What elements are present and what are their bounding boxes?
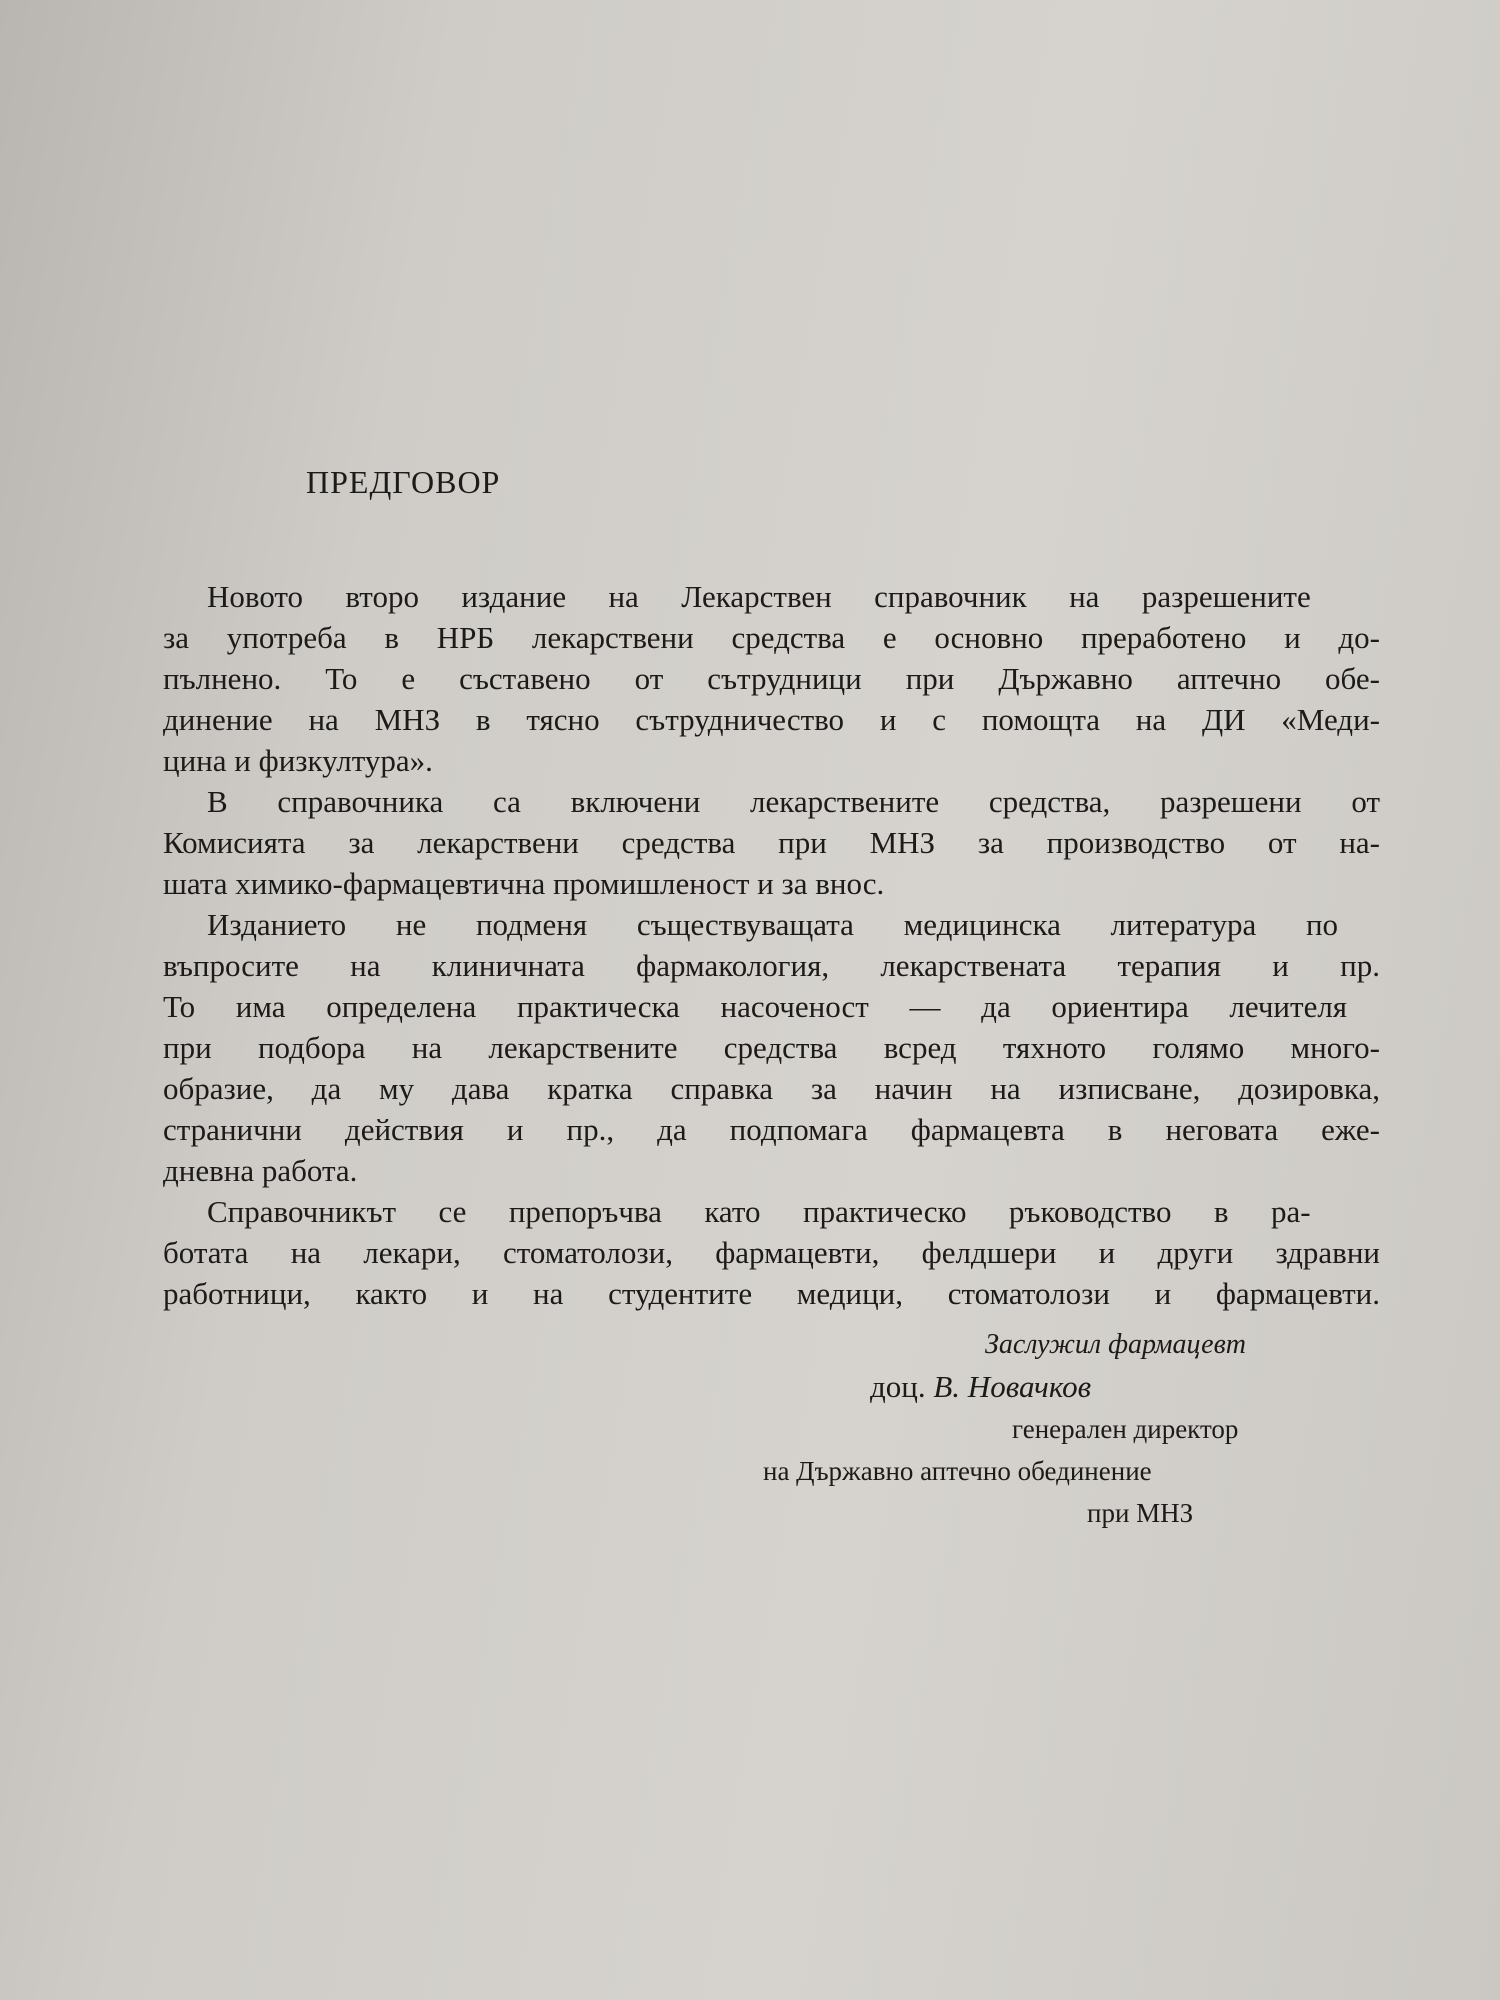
- signature-organization: на Държавно аптечно обединение: [763, 1456, 1152, 1486]
- text-line: странични действия и пр., да подпомага фармацевта в неговата еже-: [163, 1112, 1380, 1147]
- signature-rank: доц.: [870, 1369, 926, 1404]
- text-line: образие, да му дава кратка справка за начин на изписване, дозировка,: [163, 1071, 1380, 1106]
- paragraph-2: [163, 781, 1380, 904]
- text-line: при подбора на лекарствените средства всред тяхното голямо много-: [163, 1030, 1380, 1065]
- text-line: Комисията за лекарствени средства при МНЗ за производство от на-: [163, 825, 1380, 860]
- text-line: шата химико-фармацевтична промишленост и за внос.: [163, 866, 885, 901]
- text-line: за употреба в НРБ лекарствени средства е основно преработено и до-: [163, 620, 1380, 655]
- paragraph-3: [163, 904, 1380, 1191]
- text-line: Справочникът се препоръчва като практическо ръководство в ра-: [207, 1194, 1311, 1229]
- text-line: В справочника са включени лекарствените средства, разрешени от: [207, 784, 1380, 819]
- signature-ministry: при МНЗ: [1087, 1498, 1194, 1528]
- text-line: То има определена практическа насоченост — да ориентира лечителя: [163, 989, 1348, 1024]
- paragraph-1: [163, 576, 1380, 781]
- preface-body: [163, 576, 1380, 1314]
- text-line: Новото второ издание на Лекарствен справочник на разрешените: [207, 579, 1311, 614]
- text-line: пълнено. То е съставено от сътрудници при Държавно аптечно обе-: [163, 661, 1380, 696]
- text-line: въпросите на клиничната фармакология, лекарствената терапия и пр.: [163, 948, 1380, 983]
- signature-name-line: [870, 1366, 1380, 1408]
- paragraph-4: [163, 1191, 1380, 1314]
- signature-position: генерален директор: [1012, 1414, 1239, 1444]
- text-line: динение на МНЗ в тясно сътрудничество и с помощта на ДИ «Меди-: [163, 702, 1380, 737]
- text-line: Изданието не подменя съществуващата медицинска литература по: [207, 907, 1339, 942]
- preface-content: [163, 576, 1380, 1534]
- text-line: ботата на лекари, стоматолози, фармацевти, фелдшери и други здравни: [163, 1235, 1380, 1270]
- page-title: ПРЕДГОВОР: [306, 464, 501, 500]
- signature-honorific: Заслужил фармацевт: [985, 1329, 1246, 1360]
- text-line: работници, както и на студентите медици, стоматолози и фармацевти.: [163, 1276, 1380, 1311]
- text-line: дневна работа.: [163, 1153, 358, 1188]
- text-line: цина и физкултура».: [163, 743, 433, 778]
- signature-name: В. Новачков: [933, 1369, 1092, 1404]
- signature-block: [163, 1324, 1380, 1534]
